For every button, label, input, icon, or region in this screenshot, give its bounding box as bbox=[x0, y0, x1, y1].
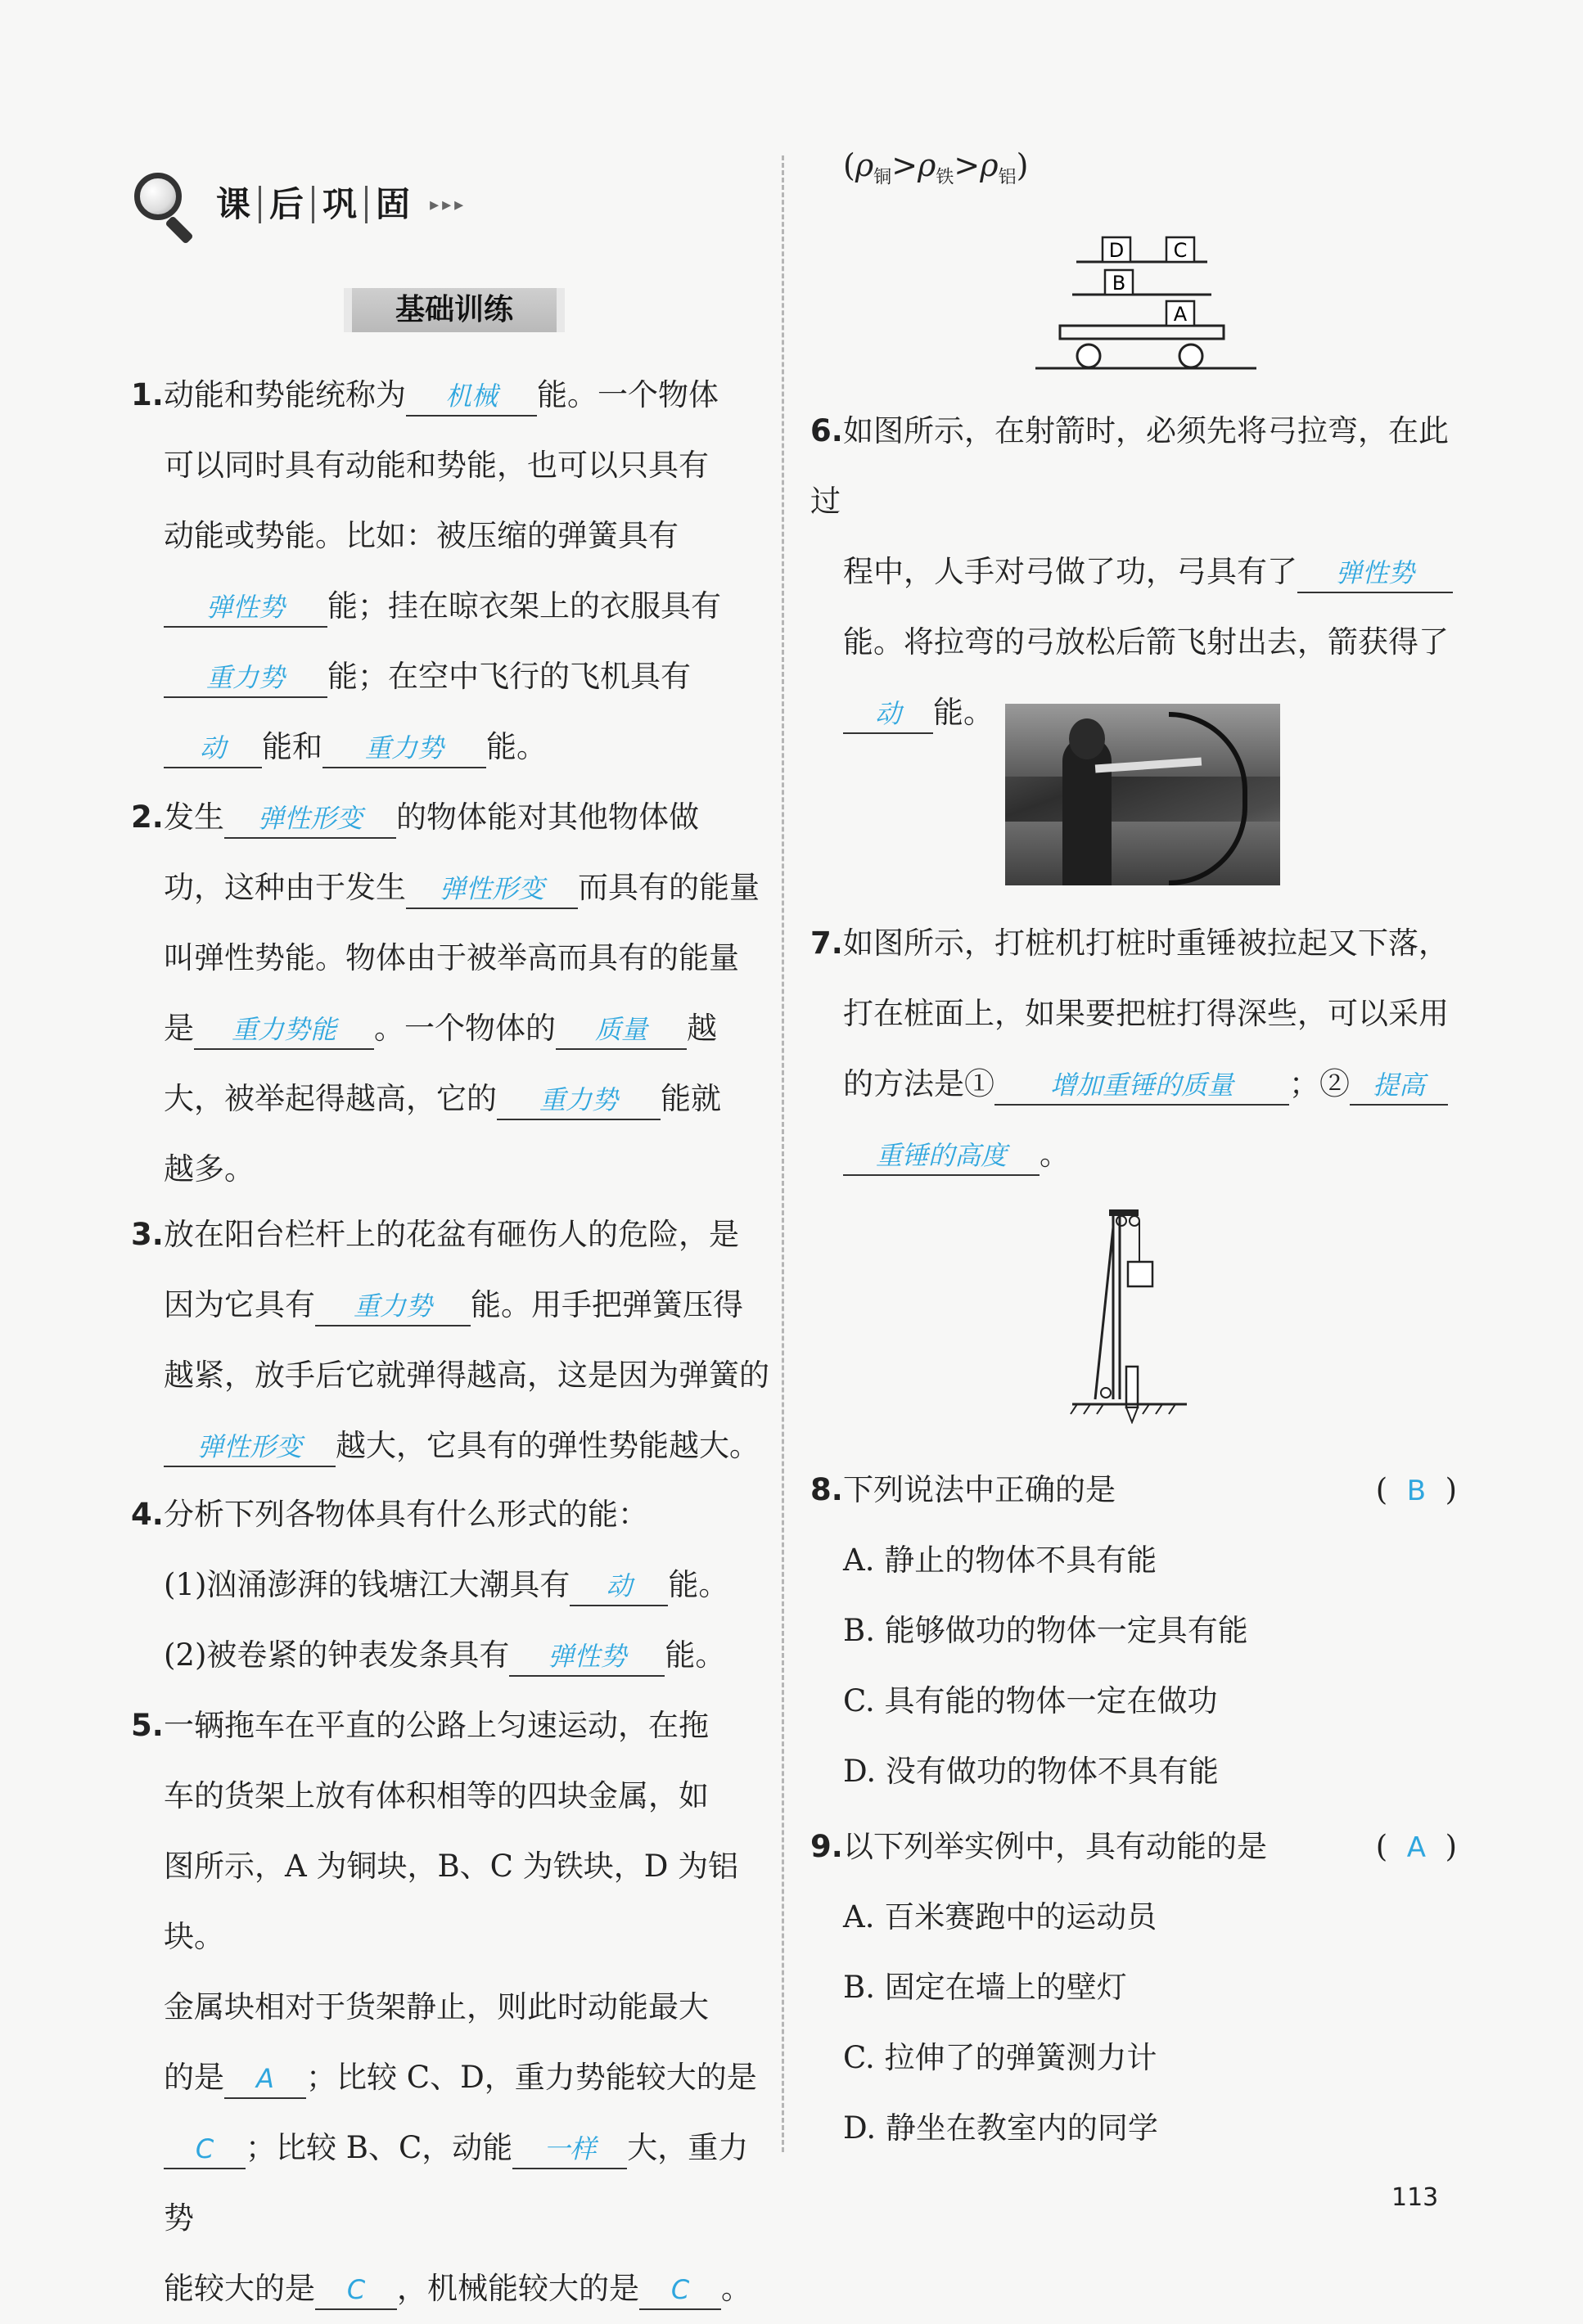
question-4 bbox=[131, 1480, 769, 1691]
q5-text: 一辆拖车在平直的公路上匀速运动，在拖 bbox=[164, 1708, 709, 1743]
q1-text: 能。 bbox=[486, 729, 547, 764]
q9-stem: 以下列举实例中，具有动能的是 bbox=[843, 1829, 1267, 1864]
paren: ( bbox=[1375, 1829, 1388, 1864]
rho-sub: 铁 bbox=[936, 167, 954, 188]
q5-line: 金属块相对于货架静止，则此时动能最大 bbox=[164, 1989, 709, 2024]
q5-text: ；比较 B、C，动能 bbox=[246, 2130, 513, 2165]
q5-text: 的是 bbox=[164, 2060, 224, 2095]
page-number: 113 bbox=[1391, 2183, 1439, 2212]
option-b: B. 固定在墙上的壁灯 bbox=[843, 1970, 1127, 2005]
answer-blank: A bbox=[224, 2060, 306, 2099]
question-number: 7. bbox=[810, 926, 843, 961]
q3-text: 越大，它具有的弹性势能越大。 bbox=[336, 1428, 760, 1463]
header-char: 固 bbox=[376, 184, 411, 224]
answer-blank: 重力势能 bbox=[194, 1011, 374, 1050]
question-7 bbox=[810, 908, 1457, 1190]
q2-line: 越多。 bbox=[164, 1151, 255, 1187]
q4-text: (1)汹涌澎湃的钱塘江大潮具有 bbox=[164, 1567, 571, 1602]
q7-text: ；② bbox=[1289, 1066, 1350, 1101]
q4-text: 分析下列各物体具有什么形式的能： bbox=[164, 1497, 648, 1532]
answer-blank: 重力势 bbox=[315, 1287, 471, 1326]
option-d: D. 没有做功的物体不具有能 bbox=[843, 1754, 1219, 1789]
q3-line: 越紧，放手后它就弹得越高，这是因为弹簧的 bbox=[164, 1358, 769, 1393]
label-c: C bbox=[1173, 239, 1188, 262]
q1-text: 能和 bbox=[262, 729, 322, 764]
question-5 bbox=[131, 1691, 769, 2324]
question-2 bbox=[131, 782, 769, 1205]
q7-text: 的方法是① bbox=[843, 1066, 994, 1101]
q3-text: 能。用手把弹簧压得 bbox=[471, 1287, 743, 1322]
answer-blank: 动 bbox=[164, 729, 262, 768]
answer-blank: 动 bbox=[570, 1567, 668, 1606]
rho-symbol: ρ bbox=[855, 147, 874, 183]
gt-sign: > bbox=[954, 147, 981, 183]
pile-driver-diagram bbox=[1064, 1203, 1195, 1424]
q1-line: 动能或势能。比如：被压缩的弹簧具有 bbox=[164, 518, 679, 553]
option-a: A. 静止的物体不具有能 bbox=[843, 1543, 1157, 1578]
section-tag: 基础训练 bbox=[344, 288, 565, 332]
q4-text: 能。 bbox=[668, 1567, 729, 1602]
q6-text: 程中，人手对弓做了功，弓具有了 bbox=[843, 554, 1297, 589]
label-d: D bbox=[1108, 239, 1125, 262]
q2-text: 能就 bbox=[661, 1081, 721, 1116]
q6-text: 能。 bbox=[933, 695, 994, 730]
question-number: 8. bbox=[810, 1472, 843, 1507]
q2-text: 发生 bbox=[164, 799, 224, 835]
q2-text: 越 bbox=[687, 1011, 717, 1046]
q7-line: 打在桩面上，如果要把桩打得深些，可以采用 bbox=[843, 996, 1449, 1031]
q5-text: ；比较 C、D，重力势能较大的是 bbox=[306, 2060, 757, 2095]
gt-sign: > bbox=[891, 147, 918, 183]
answer-blank: 一样 bbox=[512, 2130, 627, 2169]
option-b: B. 能够做功的物体一定具有能 bbox=[843, 1613, 1248, 1648]
q2-line: 叫弹性势能。物体由于被举高而具有的能量 bbox=[164, 940, 739, 975]
header-char: 后 bbox=[261, 186, 314, 223]
q1-line: 可以同时具有动能和势能，也可以只具有 bbox=[164, 448, 709, 483]
q7-text: 。 bbox=[1040, 1137, 1070, 1172]
q5-text: 能较大的是 bbox=[164, 2271, 315, 2306]
paren: ) bbox=[1016, 147, 1029, 183]
q2-text: 的物体能对其他物体做 bbox=[396, 799, 699, 835]
arrows-icon: ▸▸▸ bbox=[430, 194, 467, 215]
paren: ) bbox=[1445, 1472, 1457, 1507]
q1-text: 动能和势能统称为 bbox=[164, 377, 406, 412]
question-number: 4. bbox=[131, 1497, 164, 1532]
answer-blank: 弹性形变 bbox=[406, 870, 578, 909]
q1-text: 能；在空中飞行的飞机具有 bbox=[327, 659, 691, 694]
q5-text: 。 bbox=[721, 2271, 751, 2306]
answer-blank: 提高 bbox=[1350, 1066, 1448, 1106]
q2-text: 。一个物体的 bbox=[374, 1011, 556, 1046]
answer-blank: 重锤的高度 bbox=[843, 1137, 1040, 1176]
column-divider bbox=[782, 155, 784, 2152]
rho-symbol: ρ bbox=[980, 147, 999, 183]
question-3 bbox=[131, 1200, 769, 1481]
density-relation bbox=[843, 147, 1028, 189]
q2-text: 而具有的能量 bbox=[578, 870, 760, 905]
question-number: 5. bbox=[131, 1708, 164, 1743]
question-number: 1. bbox=[131, 377, 164, 412]
answer-blank: 弹性形变 bbox=[164, 1428, 336, 1467]
paren: ( bbox=[1375, 1472, 1388, 1507]
section-header bbox=[131, 164, 467, 245]
cart-diagram bbox=[1027, 229, 1265, 376]
q7-text: 如图所示，打桩机打桩时重锤被拉起又下落， bbox=[843, 926, 1449, 961]
answer-blank: 增加重锤的质量 bbox=[994, 1066, 1289, 1106]
option-a: A. 百米赛跑中的运动员 bbox=[843, 1899, 1157, 1934]
answer-blank: 弹性势 bbox=[1297, 554, 1453, 593]
answer-blank: 重力势 bbox=[164, 659, 327, 698]
q8-stem: 下列说法中正确的是 bbox=[843, 1472, 1116, 1507]
q2-text: 功，这种由于发生 bbox=[164, 870, 406, 905]
question-6 bbox=[810, 396, 1457, 748]
answer-blank: 动 bbox=[843, 695, 933, 734]
question-number: 9. bbox=[810, 1829, 843, 1864]
q3-text: 因为它具有 bbox=[164, 1287, 315, 1322]
answer-blank: C bbox=[639, 2271, 721, 2310]
label-b: B bbox=[1112, 272, 1126, 295]
question-number: 2. bbox=[131, 799, 164, 835]
question-1 bbox=[131, 360, 769, 782]
answer-blank: 重力势 bbox=[322, 729, 486, 768]
answer-blank: C bbox=[315, 2271, 397, 2310]
question-number: 6. bbox=[810, 413, 843, 448]
header-char: 课 bbox=[208, 186, 261, 223]
paren: ( bbox=[843, 147, 855, 183]
rho-sub: 铝 bbox=[998, 167, 1017, 188]
answer-blank: 机械 bbox=[406, 377, 537, 417]
q1-text: 能。一个物体 bbox=[537, 377, 719, 412]
answer-choice: B bbox=[1406, 1475, 1427, 1507]
q6-text: 如图所示，在射箭时，必须先将弓拉弯，在此过 bbox=[810, 413, 1449, 519]
q5-text: 大，重力势 bbox=[164, 2130, 749, 2236]
q5-text: ，机械能较大的是 bbox=[397, 2271, 639, 2306]
answer-blank: 弹性势 bbox=[509, 1637, 665, 1677]
q2-text: 大，被举起得越高，它的 bbox=[164, 1081, 497, 1116]
q1-text: 能；挂在晾衣架上的衣服具有 bbox=[327, 588, 721, 624]
q2-text: 是 bbox=[164, 1011, 194, 1046]
header-title bbox=[208, 186, 418, 223]
paren: ) bbox=[1445, 1829, 1457, 1864]
q5-line: 车的货架上放有体积相等的四块金属，如 bbox=[164, 1778, 709, 1813]
option-c: C. 具有能的物体一定在做功 bbox=[843, 1683, 1218, 1718]
answer-paren bbox=[1376, 1455, 1457, 1526]
q3-text: 放在阳台栏杆上的花盆有砸伤人的危险，是 bbox=[164, 1217, 739, 1252]
rho-sub: 铜 bbox=[873, 167, 892, 188]
label-a: A bbox=[1173, 303, 1188, 326]
question-number: 3. bbox=[131, 1217, 164, 1252]
answer-blank: 质量 bbox=[556, 1011, 687, 1050]
archery-photo bbox=[1005, 704, 1280, 885]
rho-symbol: ρ bbox=[918, 147, 936, 183]
question-9 bbox=[810, 1812, 1457, 2164]
question-8 bbox=[810, 1455, 1457, 1807]
q4-text: (2)被卷紧的钟表发条具有 bbox=[164, 1637, 510, 1673]
q5-line: 图所示，A 为铜块，B、C 为铁块，D 为铝块。 bbox=[164, 1849, 739, 1954]
header-char: 巩 bbox=[314, 186, 368, 223]
answer-paren bbox=[1376, 1812, 1457, 1883]
answer-blank: 弹性势 bbox=[164, 588, 327, 628]
q6-line: 能。将拉弯的弓放松后箭飞射出去，箭获得了 bbox=[843, 624, 1449, 660]
magnifier-icon bbox=[131, 168, 196, 241]
q4-text: 能。 bbox=[665, 1637, 726, 1673]
answer-blank: 弹性形变 bbox=[224, 799, 396, 839]
answer-blank: 重力势 bbox=[497, 1081, 661, 1120]
answer-choice: A bbox=[1406, 1831, 1427, 1864]
option-d: D. 静坐在教室内的同学 bbox=[843, 2110, 1158, 2146]
answer-blank: C bbox=[164, 2130, 246, 2169]
option-c: C. 拉伸了的弹簧测力计 bbox=[843, 2040, 1157, 2075]
